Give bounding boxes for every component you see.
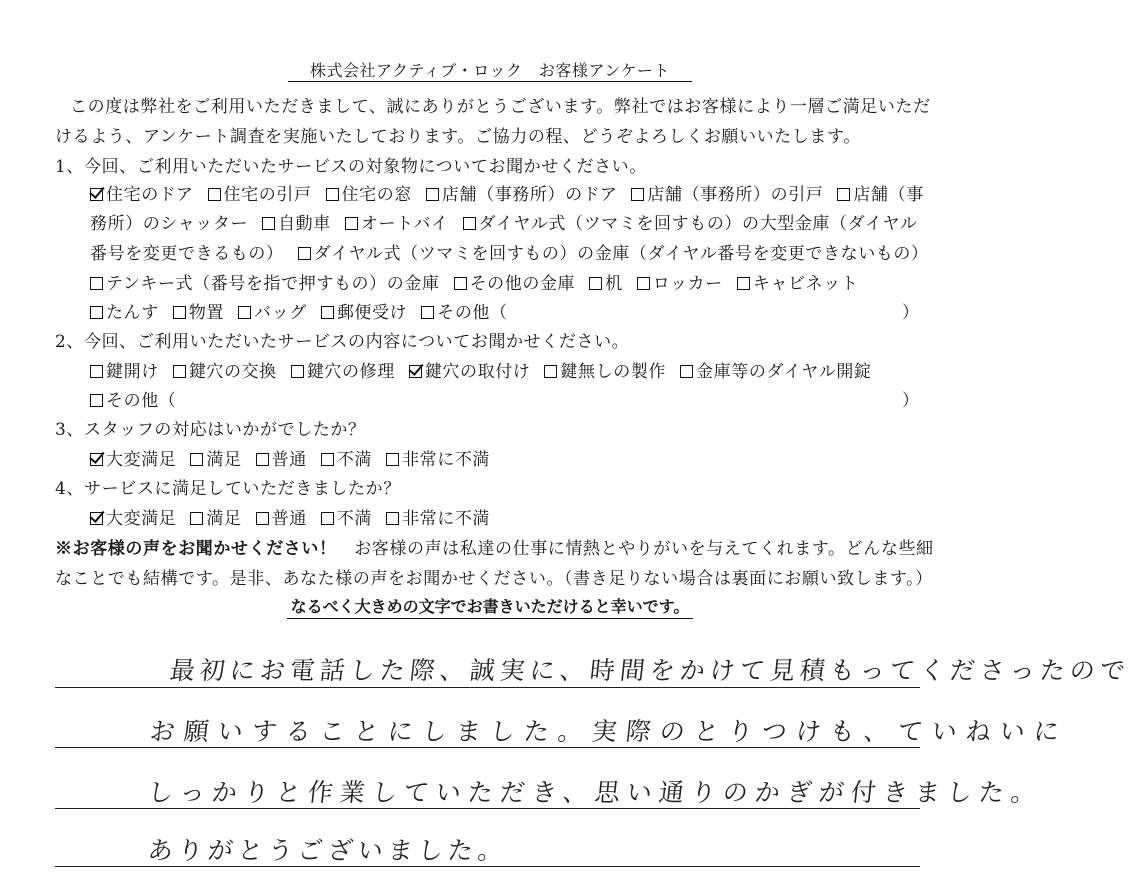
q1-option[interactable]	[326, 180, 412, 205]
q3-option[interactable]	[256, 445, 307, 470]
option-label: 満足	[206, 509, 242, 529]
option-label: 店舗（事務所）のドア	[441, 185, 618, 205]
option-label: 店舗（事務所）の引戸	[647, 185, 824, 205]
writing-rule	[55, 687, 920, 688]
checkbox[interactable]	[386, 453, 399, 466]
q2-option[interactable]	[680, 357, 872, 382]
q1-option[interactable]	[637, 269, 723, 294]
option-label: 鍵穴の交換	[188, 362, 277, 382]
q1-option[interactable]	[208, 180, 312, 205]
checkbox[interactable]	[321, 453, 334, 466]
q1-options-row	[90, 180, 938, 205]
checkbox[interactable]	[326, 188, 339, 201]
checkbox[interactable]	[90, 306, 103, 319]
option-label: 満足	[206, 450, 242, 470]
q4-option[interactable]	[256, 504, 307, 529]
q1-option[interactable]	[262, 209, 331, 234]
option-label: 非常に不満	[402, 450, 491, 470]
voice-text-1: お客様の声は私達の仕事に情熱とやりがいを与えてくれます。どんな些細	[336, 539, 934, 559]
checkbox[interactable]	[345, 217, 358, 230]
option-label: 鍵穴の取付け	[424, 362, 531, 382]
option-label: 鍵開け	[106, 362, 159, 382]
handwritten-line-3: しっかりと作業していただき、思い通りのかぎが付きました。	[146, 778, 1045, 807]
checkbox[interactable]	[262, 217, 275, 230]
option-label: 郵便受け	[336, 303, 408, 323]
option-label: その他の金庫	[469, 274, 576, 294]
option-label: 金庫等のダイヤル開錠	[696, 362, 872, 382]
checkbox[interactable]	[680, 365, 693, 378]
q1-option[interactable]	[421, 298, 507, 323]
q1-option[interactable]	[90, 209, 248, 234]
option-label: 不満	[336, 509, 373, 529]
q1-options-row	[90, 298, 522, 323]
q2-option[interactable]	[90, 386, 176, 411]
option-label: その他（	[106, 391, 177, 411]
option-label: 自動車	[278, 214, 331, 234]
q1-option[interactable]	[589, 269, 623, 294]
q4-option[interactable]	[386, 504, 490, 529]
intro-line-2: けるよう、アンケート調査を実施いたしております。ご協力の程、どうぞよろしくお願いいたします。	[55, 127, 861, 147]
voice-text-line-1	[55, 534, 934, 559]
q2-options-row	[90, 386, 190, 411]
checkbox[interactable]	[291, 365, 304, 378]
checkbox[interactable]	[190, 512, 203, 525]
q3-option[interactable]	[321, 445, 372, 470]
q1-option[interactable]	[173, 298, 224, 323]
checkbox[interactable]	[90, 188, 103, 201]
q4-option[interactable]	[321, 504, 372, 529]
option-label: 店舗（事	[853, 185, 924, 205]
checkbox[interactable]	[737, 277, 750, 290]
q4-options-row	[90, 504, 504, 529]
option-label: ダイヤル式（ツマミを回すもの）の大型金庫（ダイヤル	[478, 214, 918, 234]
checkbox[interactable]	[298, 247, 311, 260]
checkbox[interactable]	[90, 365, 103, 378]
checkbox[interactable]	[426, 188, 439, 201]
checkbox[interactable]	[190, 453, 203, 466]
checkbox[interactable]	[386, 512, 399, 525]
checkbox[interactable]	[256, 512, 269, 525]
q3-option[interactable]	[386, 445, 490, 470]
checkbox[interactable]	[90, 453, 103, 466]
q1-option[interactable]	[238, 298, 307, 323]
option-label: 大変満足	[106, 450, 177, 470]
handwritten-line-1: 最初にお電話した際、誠実に、時間をかけて見積もってくださったので	[168, 656, 1132, 685]
q2-options-row	[90, 357, 886, 382]
option-label: 鍵穴の修理	[306, 362, 395, 382]
option-label: 番号を変更できるもの）	[90, 244, 284, 264]
option-label: 住宅の引戸	[223, 185, 312, 205]
option-label: テンキー式（番号を指で押すもの）の金庫	[106, 274, 440, 294]
q3-option[interactable]	[90, 445, 176, 470]
survey-title: 株式会社アクティブ・ロック お客様アンケート	[0, 58, 980, 81]
option-label: 机	[605, 274, 623, 294]
checkbox[interactable]	[173, 306, 186, 319]
checkbox[interactable]	[421, 306, 434, 319]
option-label: 鍵無しの製作	[560, 362, 667, 382]
q2-option[interactable]	[291, 357, 395, 382]
option-label: 不満	[336, 450, 373, 470]
checkbox[interactable]	[90, 394, 103, 407]
q2-option[interactable]	[173, 357, 277, 382]
question-4: 4、サービスに満足していただきましたか？	[55, 479, 401, 499]
q2-option[interactable]	[90, 357, 159, 382]
option-label: 務所）のシャッター	[90, 214, 249, 234]
q1-option[interactable]	[631, 180, 823, 205]
q1-options-row	[90, 209, 932, 234]
option-label: 非常に不満	[402, 509, 491, 529]
checkbox[interactable]	[90, 512, 103, 525]
q1-option[interactable]	[321, 298, 407, 323]
checkbox[interactable]	[409, 365, 422, 378]
emphasis-note: なるべく大きめの文字でお書きいただけると幸いです。	[0, 594, 980, 617]
option-label: バッグ	[254, 303, 307, 323]
voice-heading: ※お客様の声をお聞かせください！	[55, 539, 337, 559]
q1-option[interactable]	[90, 180, 194, 205]
q1-option[interactable]	[90, 298, 159, 323]
q1-option[interactable]	[737, 269, 859, 294]
checkbox[interactable]	[463, 217, 476, 230]
q2-option[interactable]	[409, 357, 531, 382]
q1-options-row	[90, 269, 872, 294]
q3-options-row	[90, 445, 504, 470]
q1-option[interactable]	[463, 209, 918, 234]
voice-text-line-2: なことでも結構です。是非、あなた様の声をお聞かせください。（書き足りない場合は裏面にお願い致します。）	[55, 569, 933, 589]
q1-option[interactable]	[298, 239, 929, 264]
checkbox[interactable]	[454, 277, 467, 290]
q1-option[interactable]	[90, 269, 440, 294]
option-label: 普通	[271, 450, 307, 470]
q1-option[interactable]	[90, 239, 284, 264]
intro-line-1: この度は弊社をご利用いただきまして、誠にありがとうございます。弊社ではお客様により一層ご満足いただ	[70, 97, 931, 117]
option-label: 大変満足	[106, 509, 177, 529]
option-label: ロッカー	[652, 274, 723, 294]
q1-options-row	[90, 239, 943, 264]
q2-close-paren: ）	[902, 391, 920, 411]
handwritten-line-4: ありがとうございました。	[146, 836, 510, 865]
checkbox[interactable]	[544, 365, 557, 378]
option-label: その他（	[437, 303, 508, 323]
option-label: 住宅の窓	[341, 185, 412, 205]
q4-option[interactable]	[190, 504, 241, 529]
checkbox[interactable]	[321, 512, 334, 525]
q3-option[interactable]	[190, 445, 241, 470]
question-3: 3、スタッフの対応はいかがでしたか？	[55, 420, 366, 440]
option-label: オートバイ	[360, 214, 449, 234]
q4-option[interactable]	[90, 504, 176, 529]
q1-close-paren: ）	[902, 303, 920, 323]
q1-option[interactable]	[345, 209, 449, 234]
q1-option[interactable]	[454, 269, 576, 294]
q2-option[interactable]	[544, 357, 666, 382]
option-label: キャビネット	[752, 274, 859, 294]
q1-option[interactable]	[426, 180, 618, 205]
option-label: 普通	[271, 509, 307, 529]
checkbox[interactable]	[637, 277, 650, 290]
checkbox[interactable]	[90, 277, 103, 290]
checkbox[interactable]	[238, 306, 251, 319]
option-label: 住宅のドア	[106, 185, 194, 205]
checkbox[interactable]	[173, 365, 186, 378]
checkbox[interactable]	[321, 306, 334, 319]
question-2: 2、今回、ご利用いただいたサービスの内容についてお聞かせください。	[55, 332, 630, 352]
checkbox[interactable]	[631, 188, 644, 201]
checkbox[interactable]	[589, 277, 602, 290]
option-label: 物置	[188, 303, 225, 323]
checkbox[interactable]	[837, 188, 850, 201]
handwritten-line-2: お願いすることにしました。実際のとりつけも、ていねいに	[148, 717, 1070, 746]
option-label: たんす	[106, 303, 159, 323]
question-1: 1、今回、ご利用いただいたサービスの対象物についてお聞かせください。	[55, 157, 647, 177]
option-label: ダイヤル式（ツマミを回すもの）の金庫（ダイヤル番号を変更できないもの）	[313, 244, 929, 264]
q1-option[interactable]	[837, 180, 923, 205]
checkbox[interactable]	[256, 453, 269, 466]
checkbox[interactable]	[208, 188, 221, 201]
